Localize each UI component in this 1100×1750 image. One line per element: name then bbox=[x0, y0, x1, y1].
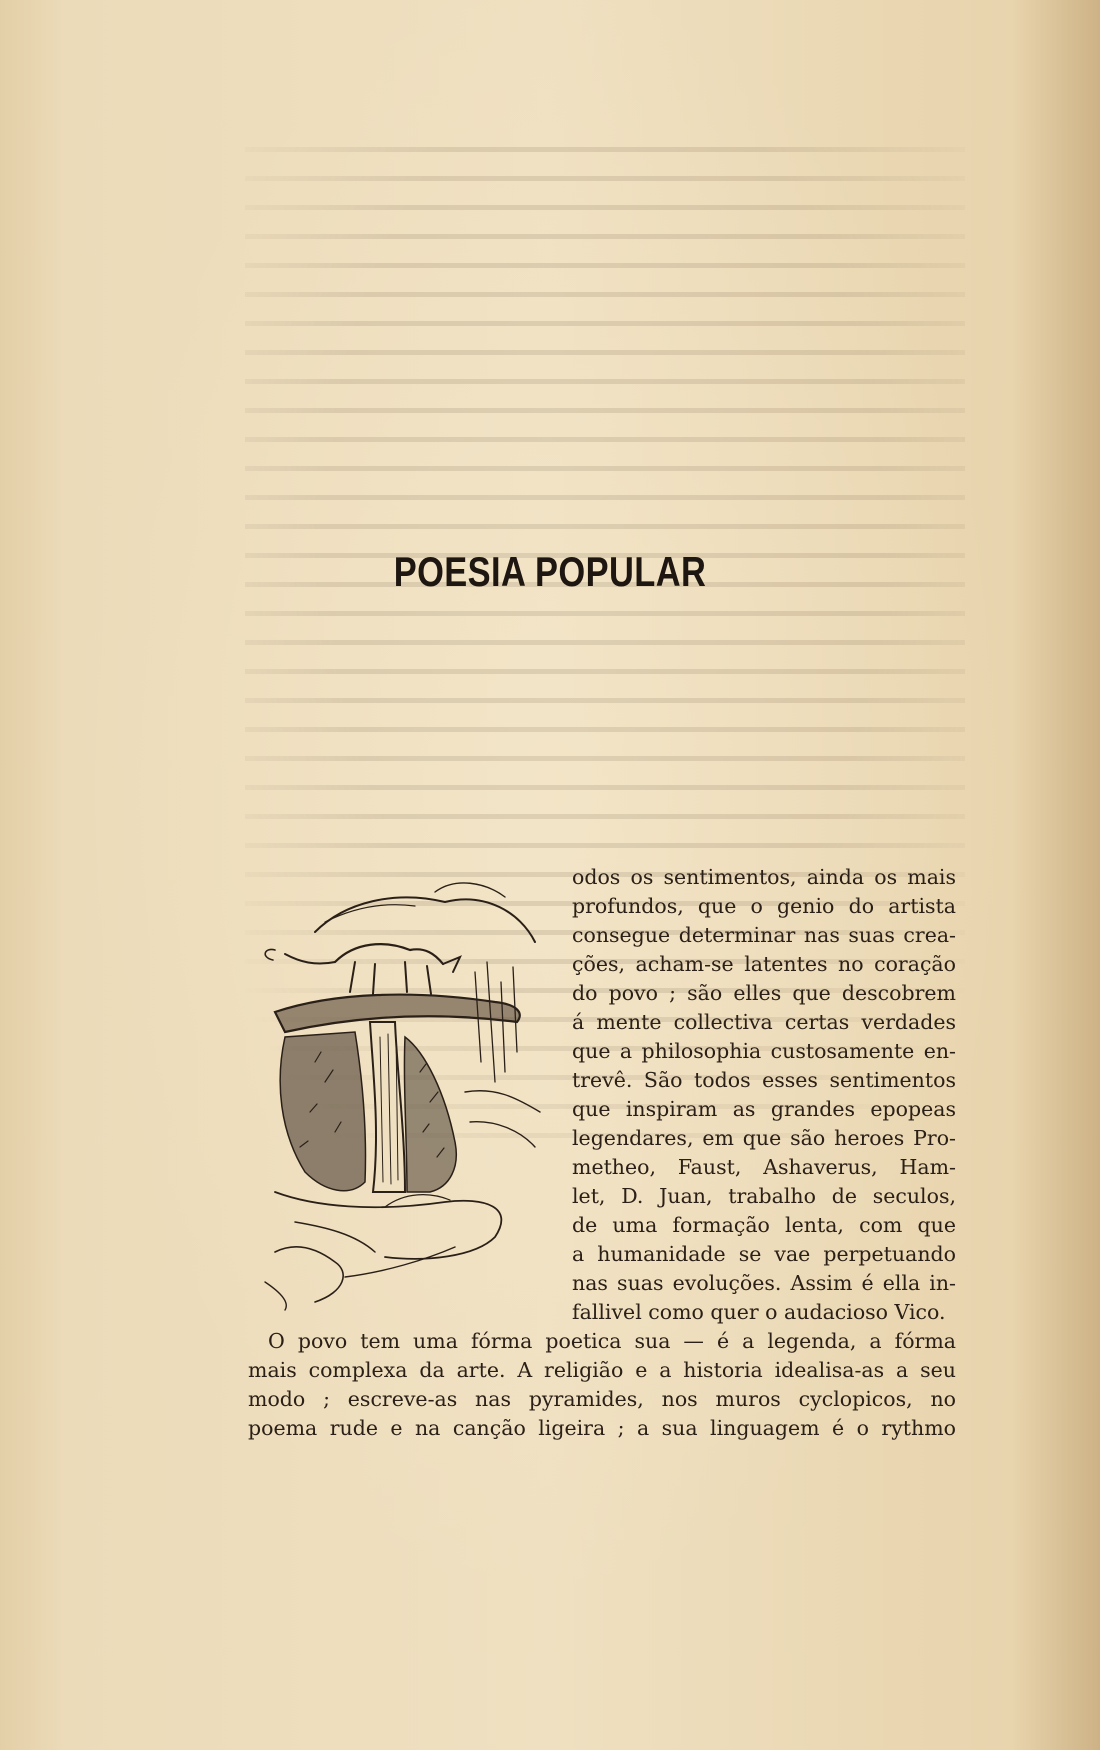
body-line: nas suas evoluções. Assim é ella in- bbox=[572, 1271, 956, 1295]
body-line: trevê. São todos esses sentimentos bbox=[572, 1068, 956, 1092]
page-title: POESIA POPULAR bbox=[393, 548, 707, 595]
body-line: profundos, que o genio do artista bbox=[572, 894, 956, 918]
body-line: que inspiram as grandes epopeas bbox=[572, 1097, 956, 1121]
body-line: que a philosophia custosamente en- bbox=[572, 1039, 956, 1063]
body-line: a humanidade se vae perpetuando bbox=[572, 1242, 956, 1266]
body-line: do povo ; são elles que descobrem bbox=[572, 981, 956, 1005]
body-line: legendares, em que são heroes Pro- bbox=[572, 1126, 956, 1150]
body-line: O povo tem uma fórma poetica sua — é a legenda, a fórma bbox=[268, 1329, 956, 1353]
body-line: ções, acham-se latentes no coração bbox=[572, 952, 956, 976]
body-line: á mente collectiva certas verdades bbox=[572, 1010, 956, 1034]
body-line: poema rude e na canção ligeira ; a sua linguagem é o rythmo bbox=[248, 1416, 956, 1440]
body-text bbox=[248, 863, 956, 1443]
body-line: fallivel como quer o audacioso Vico. bbox=[572, 1300, 946, 1324]
body-line: consegue determinar nas suas crea- bbox=[572, 923, 956, 947]
body-line: modo ; escreve-as nas pyramides, nos muros cyclopicos, no bbox=[248, 1387, 956, 1411]
body-line: odos os sentimentos, ainda os mais bbox=[572, 865, 956, 889]
body-line: let, D. Juan, trabalho de seculos, bbox=[572, 1184, 956, 1208]
body-line: de uma formação lenta, com que bbox=[572, 1213, 956, 1237]
body-line: metheo, Faust, Ashaverus, Ham- bbox=[572, 1155, 956, 1179]
body-line: mais complexa da arte. A religião e a historia idealisa-as a seu bbox=[248, 1358, 956, 1382]
